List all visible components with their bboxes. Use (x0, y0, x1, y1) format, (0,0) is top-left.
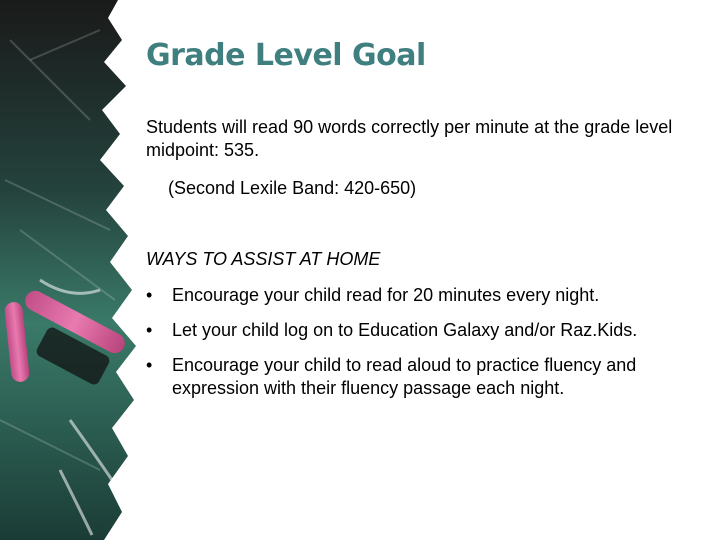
list-item (146, 319, 706, 342)
tips-list (146, 284, 706, 412)
slide-title: Grade Level Goal (146, 38, 426, 73)
bullet-icon: • (146, 285, 153, 305)
list-item (146, 354, 706, 400)
list-item-text: Encourage your child to read aloud to practice fluency and expression with their fluency passage each night. (172, 355, 637, 398)
lexile-band-text: (Second Lexile Band: 420-650) (168, 178, 417, 198)
list-item-text: Encourage your child read for 20 minutes every night. (172, 285, 600, 305)
chalkboard-decoration (0, 0, 140, 540)
list-item-text: Let your child log on to Education Galaxy and/or Raz.Kids. (172, 320, 638, 340)
ways-heading: WAYS TO ASSIST AT HOME (146, 249, 381, 269)
bullet-icon: • (146, 355, 153, 375)
bullet-icon: • (146, 320, 153, 340)
goal-text: Students will read 90 words correctly per minute at the grade level midpoint: 535. (146, 117, 673, 160)
list-item (146, 284, 706, 307)
